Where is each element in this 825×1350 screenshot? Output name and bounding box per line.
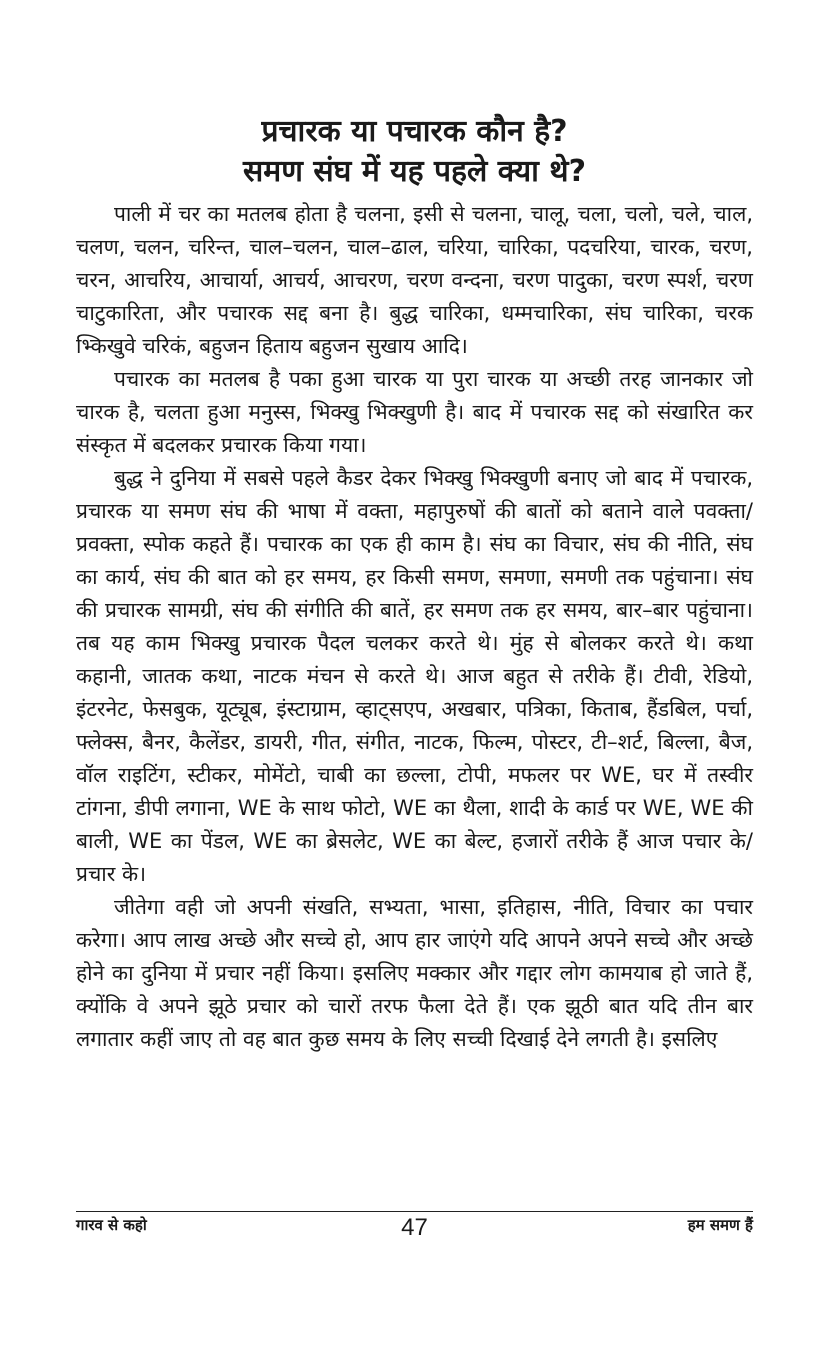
page-footer [76, 1211, 753, 1242]
title-line-2: समण संघ में यह पहले क्या थे? [243, 154, 586, 189]
body-text [76, 198, 753, 1056]
paragraph-1: पाली में चर का मतलब होता है चलना, इसी से चलना, चालू, चला, चलो, चले, चाल, चलण, चलन, चरिन्त, चाल–चलन, चाल–ढाल, चरिया, चारिका, पदचरिया, चारक, चरण, चरन, आचरिय, आचार्या, आचर्य, आचरण, चरण वन्दना, चरण पादुका, चरण स्पर्श, चरण चाटुकारिता, और पचारक सद्द बना है। बुद्ध चारिका, धम्मचारिका, संघ चारिका, चरक भ्किखुवे चरिकं, बहुजन हिताय बहुजन सुखाय आदि। [76, 202, 753, 358]
page-number: 47 [401, 1214, 428, 1241]
title-line-1: प्रचारक या पचारक कौन है? [261, 114, 568, 149]
footer-book-subtitle: हम समण हैं [687, 1216, 753, 1234]
paragraph-3: बुद्ध ने दुनिया में सबसे पहले कैडर देकर भिक्खु भिक्खुणी बनाए जो बाद में पचारक, प्रचारक या समण संघ की भाषा में वक्ता, महापुरुषों की बातों को बताने वाले पवक्ता/प्रवक्ता, स्पोक कहते हैं। पचारक का एक ही काम है। संघ का विचार, संघ की नीति, संघ का कार्य, संघ की बात को हर समय, हर किसी समण, समणा, समणी तक पहुंचाना। संघ की प्रचारक सामग्री, संघ की संगीति की बातें, हर समण तक हर समय, बार–बार पहुंचाना। तब यह काम भिक्खु प्रचारक पैदल चलकर करते थे। मुंह से बोलकर करते थे। कथा कहानी, जातक कथा, नाटक मंचन से करते थे। आज बहुत से तरीके हैं। टीवी, रेडियो, इंटरनेट, फेसबुक, यूट्यूब, इंस्टाग्राम, व्हाट्सएप, अखबार, पत्रिका, किताब, हैंडबिल, पर्चा, फ्लेक्स, बैनर, कैलेंडर, डायरी, गीत, संगीत, नाटक, फिल्म, पोस्टर, टी–शर्ट, बिल्ला, बैज, वॉल राइटिंग, स्टीकर, मोमेंटो, चाबी का छल्ला, टोपी, मफलर पर WE, घर में तस्वीर टांगना, डीपी लगाना, WE के साथ फोटो, WE का थैला, शादी के कार्ड पर WE, WE की बाली, WE का पेंडल, WE का ब्रेसलेट, WE का बेल्ट, हजारों तरीके हैं आज पचार के/प्रचार के। [76, 466, 753, 886]
page-content [76, 112, 753, 1056]
page-title [76, 112, 753, 192]
footer-book-title: गारव से कहो [76, 1216, 147, 1234]
paragraph-2: पचारक का मतलब है पका हुआ चारक या पुरा चारक या अच्छी तरह जानकार जो चारक है, चलता हुआ मनुस्स, भिक्खु भिक्खुणी है। बाद में पचारक सद्द को संखारित कर संस्कृत में बदलकर प्रचारक किया गया। [76, 367, 753, 457]
paragraph-4: जीतेगा वही जो अपनी संखति, सभ्यता, भासा, इतिहास, नीति, विचार का पचार करेगा। आप लाख अच्छे और सच्चे हो, आप हार जाएंगे यदि आपने अपने सच्चे और अच्छे होने का दुनिया में प्रचार नहीं किया। इसलिए मक्कार और गद्दार लोग कामयाब हो जाते हैं, क्योंकि वे अपने झूठे प्रचार को चारों तरफ फैला देते हैं। एक झूठी बात यदि तीन बार लगातार कहीं जाए तो वह बात कुछ समय के लिए सच्ची दिखाई देने लगती है। इसलिए [76, 895, 753, 1051]
